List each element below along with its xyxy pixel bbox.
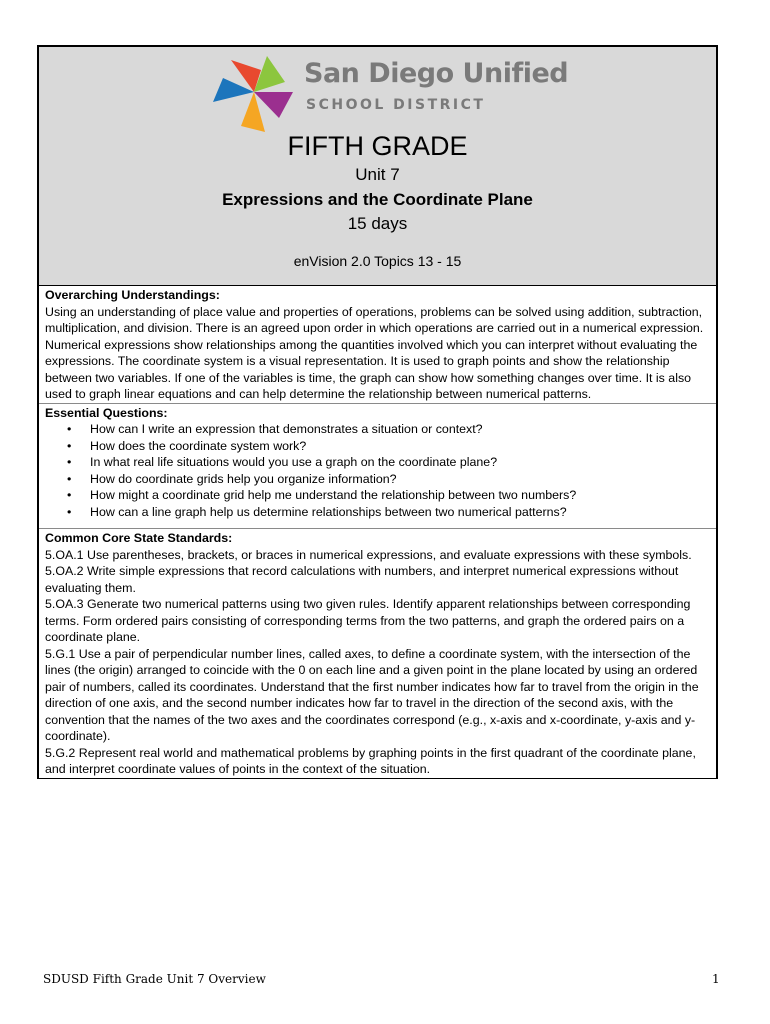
overarching-heading: Overarching Understandings: <box>45 288 220 302</box>
grade-title: FIFTH GRADE <box>287 131 468 161</box>
bullet-icon: • <box>67 455 72 469</box>
list-item: • How do coordinate grids help you organize information? <box>67 471 397 486</box>
header-section <box>39 47 716 286</box>
page-number: 1 <box>712 972 720 986</box>
standard-item: 5.OA.2 Write simple expressions that record calculations with numbers, and interpret numerical expressions without evaluating them. <box>45 564 679 595</box>
standard-item: 5.OA.1 Use parentheses, brackets, or braces in numerical expressions, and evaluate expressions with these symbols. <box>45 547 692 562</box>
logo-name: San Diego Unified <box>304 58 569 89</box>
unit-label: Unit 7 <box>355 165 400 184</box>
list-item: • In what real life situations would you use a graph on the coordinate plane? <box>67 455 498 469</box>
standard-item: 5.OA.3 Generate two numerical patterns using two given rules. Identify apparent relationships between corresponding terms. Form ordered pairs consisting of corresponding terms from the two patterns, and graph the ordered pairs on a coordinate plane. <box>45 597 691 644</box>
unit-duration: 15 days <box>347 214 408 233</box>
list-item: • How might a coordinate grid help me understand the relationship between two numbers? <box>67 488 577 502</box>
standard-item: 5.G.2 Represent real world and mathematical problems by graphing points in the first quadrant of the coordinate plane, and interpret coordinate values of points in the context of the situation. <box>45 745 696 776</box>
list-item: • How can a line graph help us determine relationships between two numerical patterns? <box>67 504 567 519</box>
list-item: • How can I write an expression that demonstrates a situation or context? <box>67 422 483 436</box>
envision-topics: enVision 2.0 Topics 13 - 15 <box>293 253 462 269</box>
standards-section <box>39 529 716 778</box>
overarching-section <box>39 286 716 404</box>
essential-heading: Essential Questions: <box>45 405 168 420</box>
bullet-icon: • <box>67 438 72 453</box>
bullet-icon: • <box>67 504 72 519</box>
district-logo <box>209 52 569 134</box>
essential-questions-section <box>39 404 716 530</box>
footer-title: SDUSD Fifth Grade Unit 7 Overview <box>43 972 266 986</box>
standard-item: 5.G.1 Use a pair of perpendicular number lines, called axes, to define a coordinate system, with the intersection of the lines (the origin) arranged to coincide with the 0 on each line and a given point in the plane located by using an ordered pair of numbers, called its coordinates. Understand that the first number indicates how far to travel from the origin in the direction of one axis, and the second number indicates how far to travel in the direction of the second axis, with the convention that the names of the two axes and the coordinates correspond (e.g., x-axis and x-coordinate, y-axis and y-coordinate). <box>45 646 699 743</box>
list-item: • How does the coordinate system work? <box>67 438 307 453</box>
bullet-icon: • <box>67 471 72 486</box>
logo-subtitle: SCHOOL DISTRICT <box>306 97 486 113</box>
unit-title: Expressions and the Coordinate Plane <box>222 190 533 209</box>
bullet-icon: • <box>67 488 72 502</box>
overarching-text: Using an understanding of place value and properties of operations, problems can be solved using addition, subtraction, multiplication, and division. There is an agreed upon order in which operations are carried out in a numerical expression. Numerical expressions show relationships among the quantities involved which you can interpret without evaluating the expressions. The coordinate system is a visual representation. It is used to graph points and show the relationship between two variables. If one of the variables is time, the graph can show how something changes over time. It is also used to graph linear equations and can help determine the relationship between numerical patterns. <box>45 304 704 401</box>
standards-heading: Common Core State Standards: <box>45 531 233 545</box>
star-logo-icon <box>209 52 299 134</box>
question-list <box>45 421 710 520</box>
bullet-icon: • <box>67 422 72 436</box>
overview-table <box>37 45 718 779</box>
